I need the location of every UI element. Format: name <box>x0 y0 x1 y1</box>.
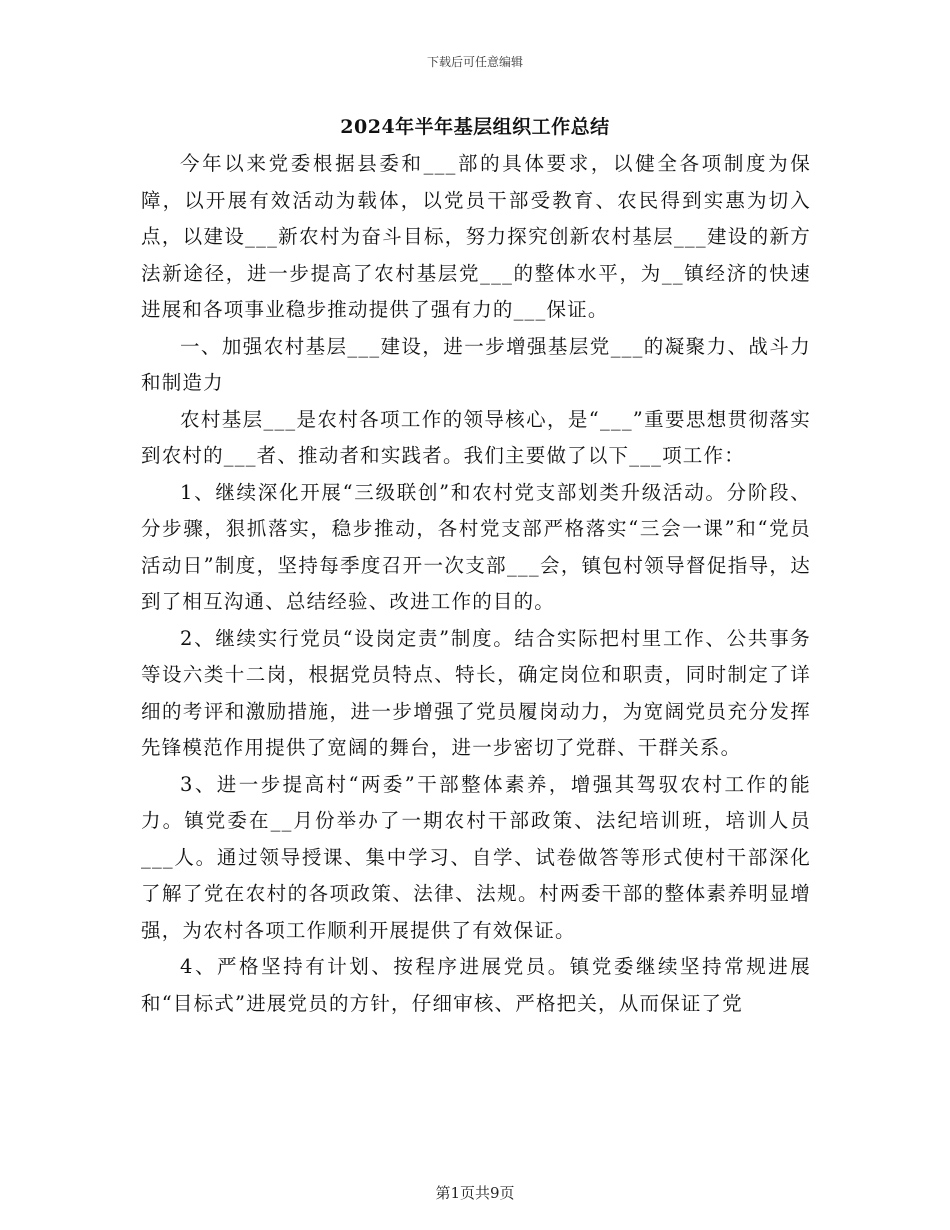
document-body <box>141 146 811 1022</box>
document-title: 2024年半年基层组织工作总结 <box>340 116 610 138</box>
paragraph: 3、进一步提高村“两委”干部整体素养，增强其驾驭农村工作的能力。镇党委在__月份举办了一期农村干部政策、法纪培训班，培训人员___人。通过领导授课、集中学习、自学、试卷做答等形式使村干部深化了解了党在农村的各项政策、法律、法规。村两委干部的整体素养明显增强，为农村各项工作顺利开展提供了有效保证。 <box>141 772 811 942</box>
paragraph: 1、继续深化开展“三级联创”和农村党支部划类升级活动。分阶段、分步骤，狠抓落实，稳步推动，各村党支部严格落实“三会一课”和“党员活动日”制度，坚持每季度召开一次支部___会，镇包村领导督促指导，达到了相互沟通、总结经验、改进工作的目的。 <box>141 480 811 613</box>
page-footer: 第1页共9页 <box>435 1184 515 1202</box>
paragraph: 今年以来党委根据县委和___部的具体要求，以健全各项制度为保障，以开展有效活动为载体，以党员干部受教育、农民得到实惠为切入点，以建设___新农村为奋斗目标，努力探究创新农村基层___建设的新方法新途径，进一步提高了农村基层党___的整体水平，为__镇经济的快速进展和各项事业稳步推动提供了强有力的___保证。 <box>141 152 811 321</box>
section-heading: 一、加强农村基层___建设，进一步增强基层党___的凝聚力、战斗力和制造力 <box>141 334 811 394</box>
paragraph: 4、严格坚持有计划、按程序进展党员。镇党委继续坚持常规进展和“目标式”进展党员的方针，仔细审核、严格把关，从而保证了党 <box>141 955 811 1015</box>
paragraph: 农村基层___是农村各项工作的领导核心，是“___”重要思想贯彻落实到农村的___者、推动者和实践者。我们主要做了以下___项工作： <box>141 407 811 467</box>
header-note: 下载后可任意编辑 <box>426 55 523 69</box>
paragraph: 2、继续实行党员“设岗定责”制度。结合实际把村里工作、公共事务等设六类十二岗，根据党员特点、特长，确定岗位和职责，同时制定了详细的考评和激励措施，进一步增强了党员履岗动力，为宽阔党员充分发挥先锋模范作用提供了宽阔的舞台，进一步密切了党群、干群关系。 <box>141 626 811 759</box>
